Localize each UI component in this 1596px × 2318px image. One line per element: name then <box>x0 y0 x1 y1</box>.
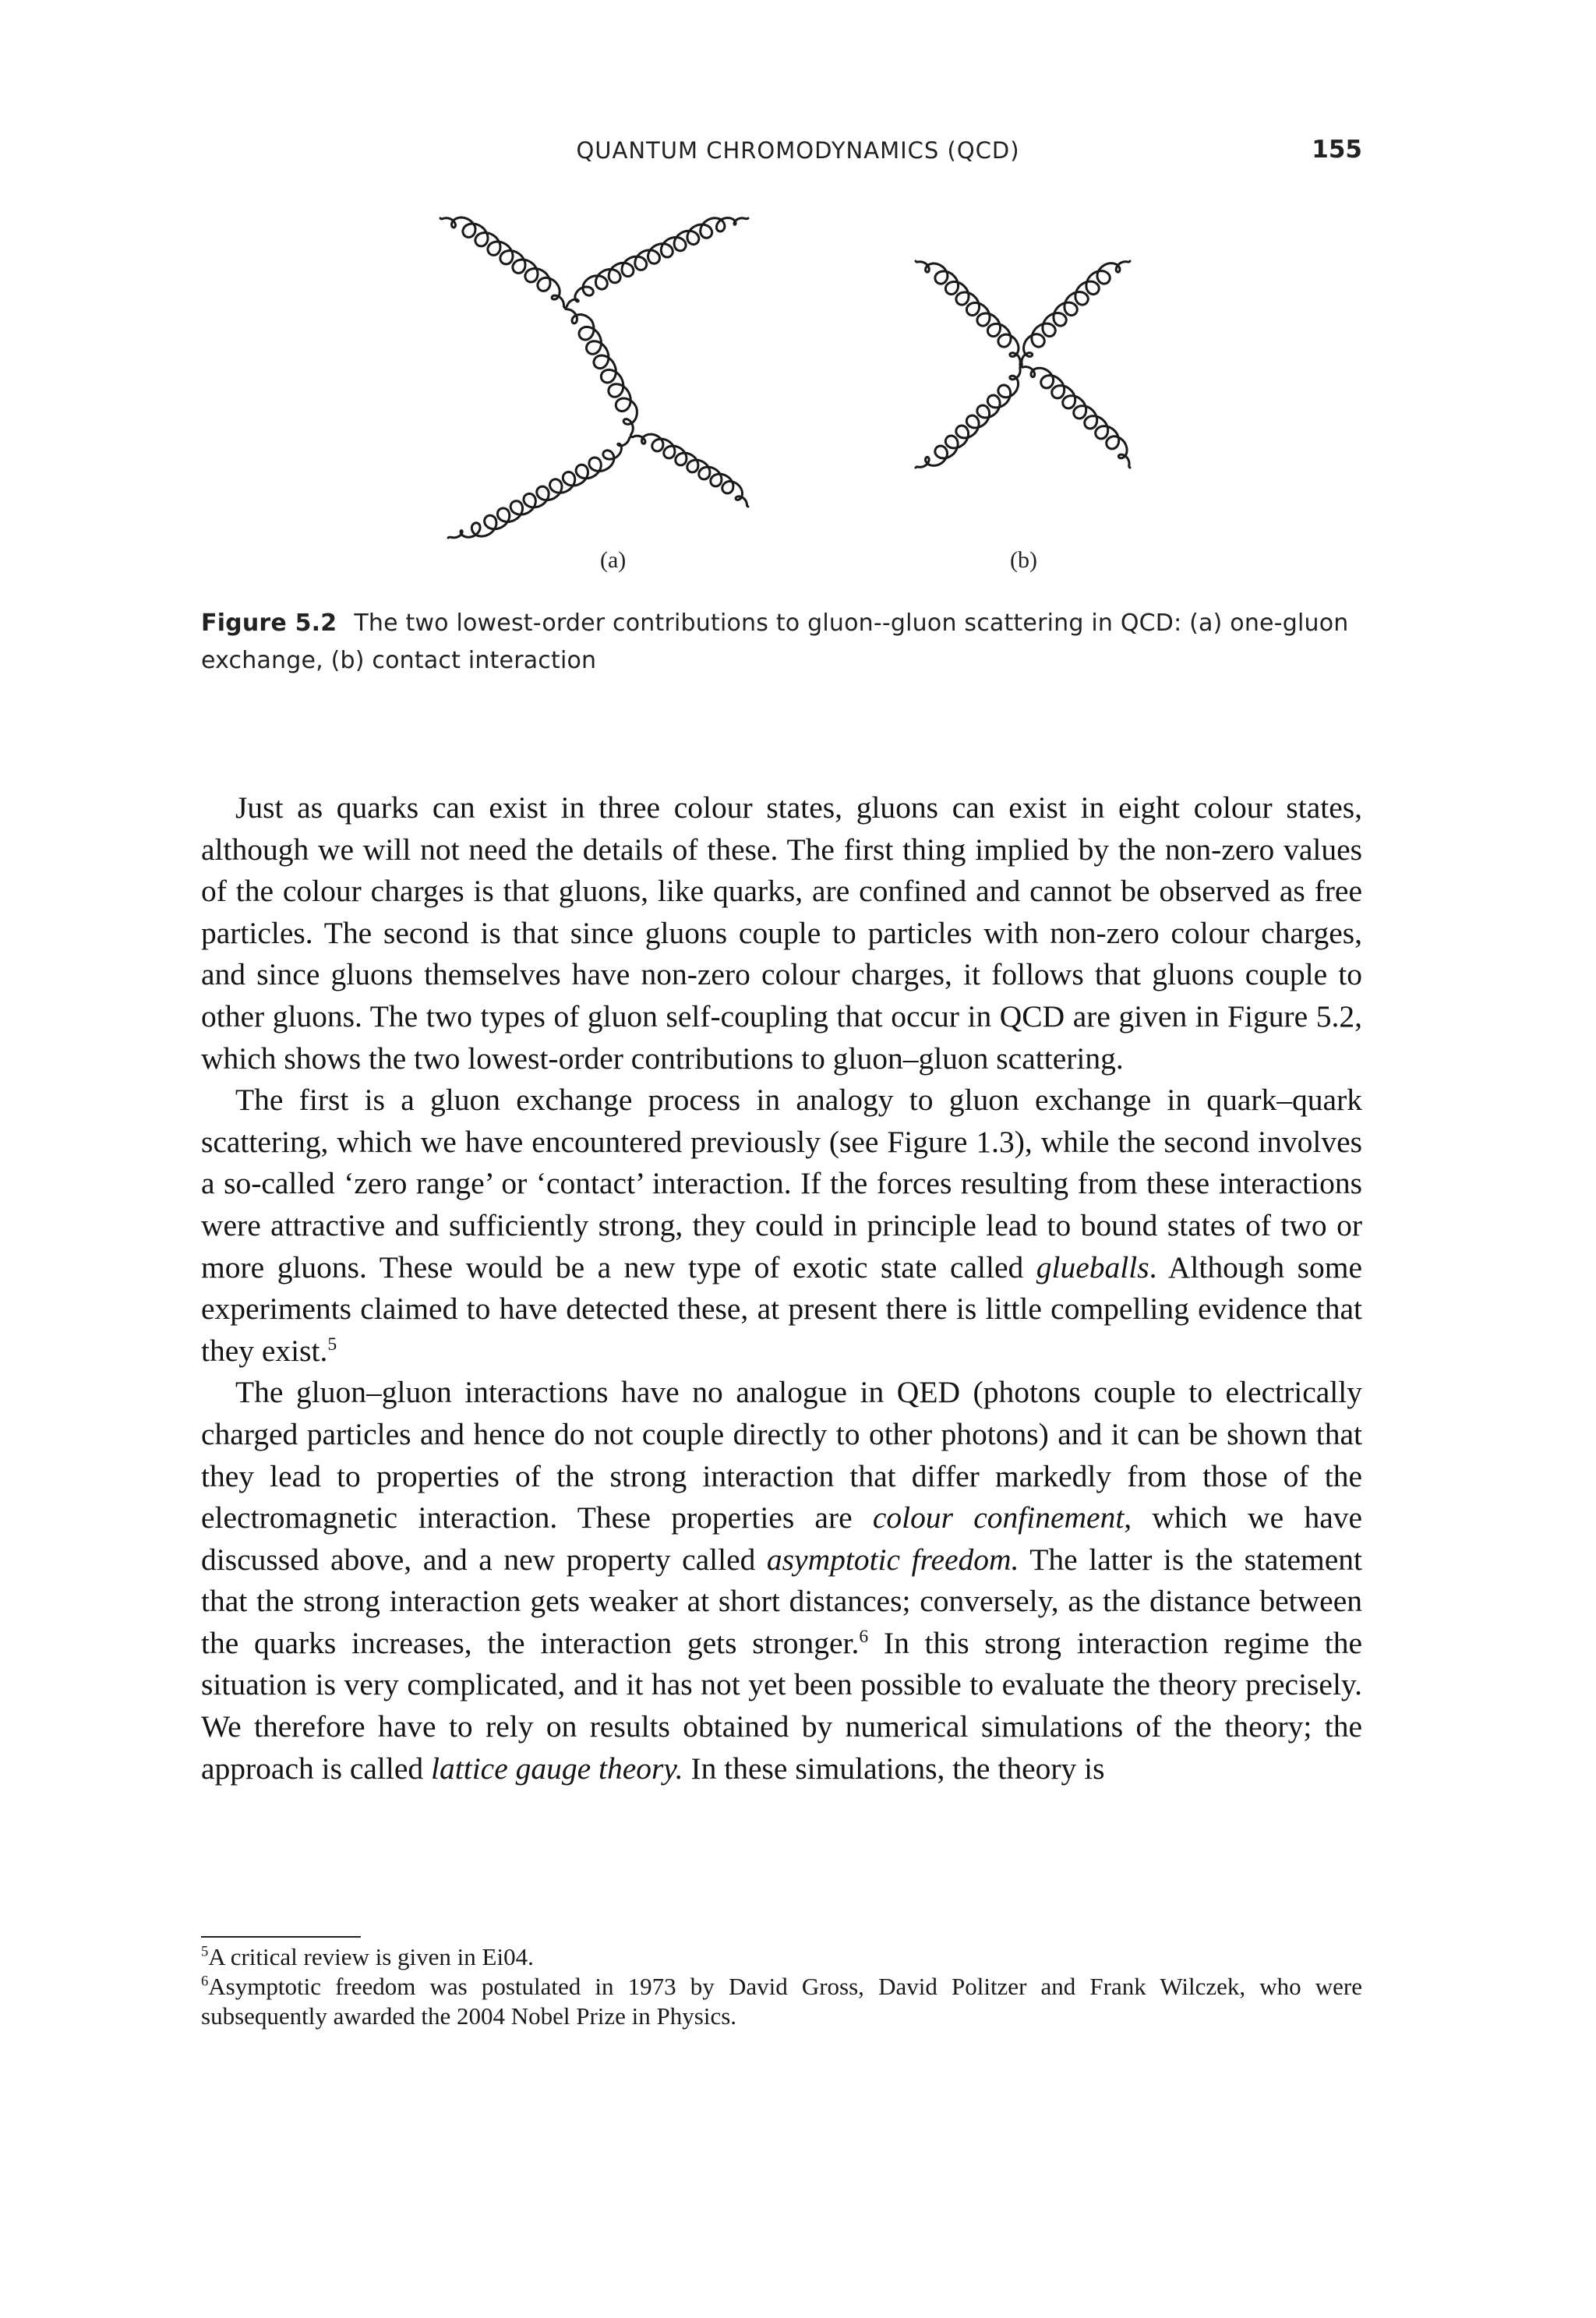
feynman-diagram-a <box>421 195 779 561</box>
figure-caption <box>201 605 1370 680</box>
paragraph-3 <box>201 1372 1362 1790</box>
footnote-ref-5[interactable]: 5 <box>327 1334 337 1355</box>
footnote-6-text: Asymptotic freedom was postulated in 1973 by David Gross, David Politzer and Frank Wilczek, who were subsequently awarded the 2004 Nobel Prize in Physics. <box>201 1973 1362 2030</box>
paragraph-2-text-b: . Although some experiments claimed to have detected these, at present there is little compelling evidence that they exist. <box>201 1249 1362 1368</box>
paragraph-2 <box>201 1079 1362 1372</box>
subfigure-label-a: (a) <box>600 547 627 573</box>
subfigure-label-b: (b) <box>1010 547 1037 573</box>
footnote-mark-5: 5 <box>201 1943 209 1960</box>
footnote-rule <box>201 1936 361 1938</box>
term-glueballs: glueballs <box>1036 1249 1149 1284</box>
paragraph-3-text-d: In this strong interaction regime the situation is very complicated, and it has not yet been possible to evaluate the theory precisely. We therefore have to rely on results obtained by numerical simulations of the theory; the approach is called <box>201 1625 1362 1786</box>
gluon-line-a-propagator <box>565 308 637 436</box>
gluon-line-b-top-left <box>916 261 1021 366</box>
paragraph-3-text-e: In these simulations, the theory is <box>683 1751 1105 1786</box>
footnote-6 <box>201 1972 1362 2031</box>
body-text <box>201 787 1362 1790</box>
gluon-line-b-bottom-right <box>1021 366 1130 468</box>
gluon-line-a-top-right <box>565 218 748 309</box>
gluon-line-a-top-left <box>440 217 565 308</box>
footnote-mark-6: 6 <box>201 1973 209 1990</box>
footnote-5-text: A critical review is given in Ei04. <box>208 1943 534 1970</box>
figure-caption-text: The two lowest-order contributions to gluon--gluon scattering in QCD: (a) one-gluon exchange, (b) contact interaction <box>201 610 1349 674</box>
paragraph-2-text-a: The first is a gluon exchange process in analogy to gluon exchange in quark–quark scattering, which we have encountered previously (see Figure 1.3), while the second involves a so-called ‘zero range’ or ‘contact’ interaction. If the forces resulting from these interactions were attractive and sufficiently strong, they could in principle lead to bound states of two or more gluons. These would be a new type of exotic state called <box>201 1083 1362 1284</box>
paragraph-3-text-a: The gluon–gluon interactions have no analogue in QED (photons couple to electrically charged particles and hence do not couple directly to other photons) and it can be shown that they lead to properties of the strong interaction that differ markedly from those of the electromagnetic interaction. These properties are <box>201 1375 1362 1535</box>
gluon-line-b-top-right <box>1021 261 1130 366</box>
term-colour-confinement: colour confinement <box>872 1500 1125 1535</box>
footnote-5 <box>201 1942 1362 1972</box>
page-number: 155 <box>1312 136 1362 164</box>
term-lattice-gauge-theory: lattice gauge theory. <box>431 1751 683 1786</box>
running-header-title: QUANTUM CHROMODYNAMICS (QCD) <box>576 137 1020 164</box>
paragraph-3-text-c: The latter is the statement that the strong interaction gets weaker at short distances; conversely, as the distance between the quarks increases, the interaction gets stronger. <box>201 1542 1362 1660</box>
footnotes <box>201 1942 1362 2031</box>
footnote-ref-6[interactable]: 6 <box>859 1626 869 1647</box>
feynman-diagram-b <box>896 242 1153 491</box>
figure-label: Figure 5.2 <box>201 610 337 637</box>
gluon-line-a-bottom-right <box>631 434 748 507</box>
gluon-line-b-bottom-left <box>916 366 1021 468</box>
paragraph-1: Just as quarks can exist in three colour states, gluons can exist in eight colour states, although we will not need the details of these. The first thing implied by the non-zero values of the colour charges is that gluons, like quarks, are confined and cannot be observed as free particles. The second is that since gluons couple to particles with non-zero colour charges, and since gluons themselves have non-zero colour charges, it follows that gluons couple to other gluons. The two types of gluon self-coupling that occur in QCD are given in Figure 5.2, which shows the two lowest-order contributions to gluon–gluon scattering. <box>201 790 1362 1076</box>
term-asymptotic-freedom: asymptotic freedom. <box>766 1542 1019 1577</box>
gluon-line-a-bottom-left <box>448 436 631 538</box>
paragraph-3-text-b: , which we have discussed above, and a new property called <box>201 1500 1363 1577</box>
